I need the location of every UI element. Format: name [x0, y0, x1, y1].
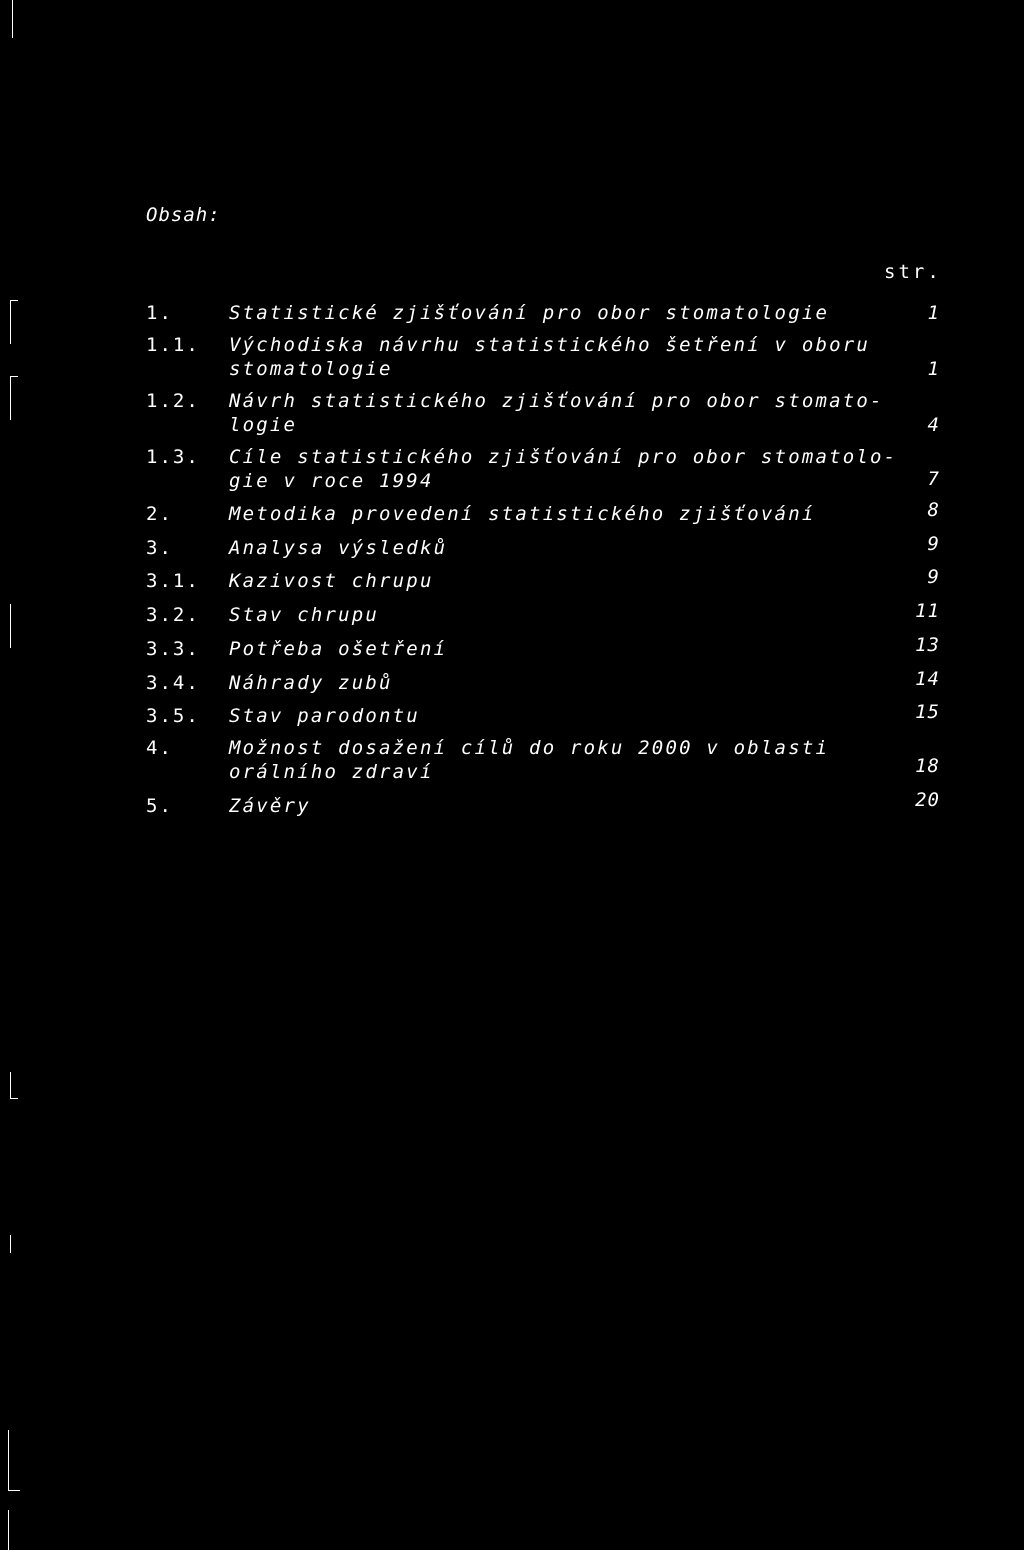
toc-entry-title	[229, 704, 879, 728]
page-title: Obsah:	[146, 204, 221, 226]
toc-entry-title	[229, 671, 879, 695]
toc-entry-title-line: orálního zdraví	[229, 761, 434, 783]
toc-entry-number: 2.	[146, 503, 173, 525]
toc-entry-title-line: Návrh statistického zjišťování pro obor stomato-	[229, 390, 884, 412]
toc-entry-title	[229, 301, 879, 325]
toc-entry-title-line: Závěry	[229, 795, 311, 817]
toc-entry-page: 13	[915, 634, 940, 656]
toc-entry-number: 1.1.	[146, 334, 200, 356]
scan-mark	[8, 1510, 9, 1550]
scan-mark	[10, 376, 18, 377]
scan-mark	[10, 300, 11, 344]
scan-mark	[8, 1490, 20, 1491]
toc-entry-title-line: logie	[229, 414, 298, 436]
toc-entry-title-line: Stav parodontu	[229, 705, 420, 727]
toc-entry-page: 18	[915, 755, 940, 777]
toc-entry-page: 15	[915, 701, 940, 723]
toc-entry-title	[229, 333, 879, 381]
toc-entry-number: 3.1.	[146, 570, 200, 592]
toc-entry-number: 3.5.	[146, 705, 200, 727]
toc-entry-title	[229, 445, 898, 493]
toc-entry-number: 1.2.	[146, 390, 200, 412]
toc-entry-number: 4.	[146, 737, 173, 759]
scan-mark	[10, 1072, 11, 1098]
toc-entry-title	[229, 637, 879, 661]
toc-entry-title-line: Kazivost chrupu	[229, 570, 434, 592]
toc-entry-title-line: Metodika provedení statistického zjišťování	[229, 503, 816, 525]
toc-entry-number: 3.2.	[146, 604, 200, 626]
scan-mark	[10, 604, 11, 648]
scan-mark	[10, 376, 11, 420]
toc-entry-title	[229, 389, 884, 437]
toc-entry-title	[229, 736, 879, 784]
toc-entry-title-line: Analysa výsledků	[229, 537, 448, 559]
toc-entry-title	[229, 794, 879, 818]
toc-entry-page: 7	[927, 468, 940, 490]
toc-entry-page: 14	[915, 668, 940, 690]
toc-entry-title	[229, 603, 879, 627]
toc-entry-number: 1.3.	[146, 446, 200, 468]
toc-entry-page: 1	[927, 358, 940, 380]
toc-entry-number: 3.4.	[146, 672, 200, 694]
toc-entry-page: 20	[915, 789, 940, 811]
toc-entry-title-line: Možnost dosažení cílů do roku 2000 v oblasti	[229, 737, 830, 759]
toc-entry-page: 9	[927, 566, 940, 588]
toc-entry-page: 1	[927, 302, 940, 324]
toc-entry-number: 3.	[146, 537, 173, 559]
toc-entry-number: 1.	[146, 302, 173, 324]
toc-entry-title-line: Stav chrupu	[229, 604, 380, 626]
toc-entry-title	[229, 536, 879, 560]
toc-entry-title-line: Statistické zjišťování pro obor stomatologie	[229, 302, 830, 324]
scan-mark	[10, 300, 18, 301]
toc-entry-number: 3.3.	[146, 638, 200, 660]
scan-mark	[10, 1098, 18, 1099]
toc-entry-title-line: Východiska návrhu statistického šetření v oboru	[229, 334, 871, 356]
scan-mark	[10, 1235, 11, 1253]
toc-entry-page: 11	[915, 600, 940, 622]
scan-mark	[12, 0, 13, 38]
page-column-label: str.	[884, 261, 942, 283]
scan-mark	[8, 1430, 9, 1490]
toc-entry-page: 8	[927, 499, 940, 521]
toc-entry-title-line: Náhrady zubů	[229, 672, 393, 694]
toc-entry-title	[229, 502, 879, 526]
toc-entry-page: 9	[927, 533, 940, 555]
toc-entry-number: 5.	[146, 795, 173, 817]
toc-entry-title-line: Potřeba ošetření	[229, 638, 448, 660]
toc-entry-page: 4	[927, 414, 940, 436]
toc-entry-title-line: stomatologie	[229, 358, 393, 380]
toc-entry-title	[229, 569, 879, 593]
toc-entry-title-line: gie v roce 1994	[229, 470, 434, 492]
toc-entry-title-line: Cíle statistického zjišťování pro obor stomatolo-	[229, 446, 898, 468]
